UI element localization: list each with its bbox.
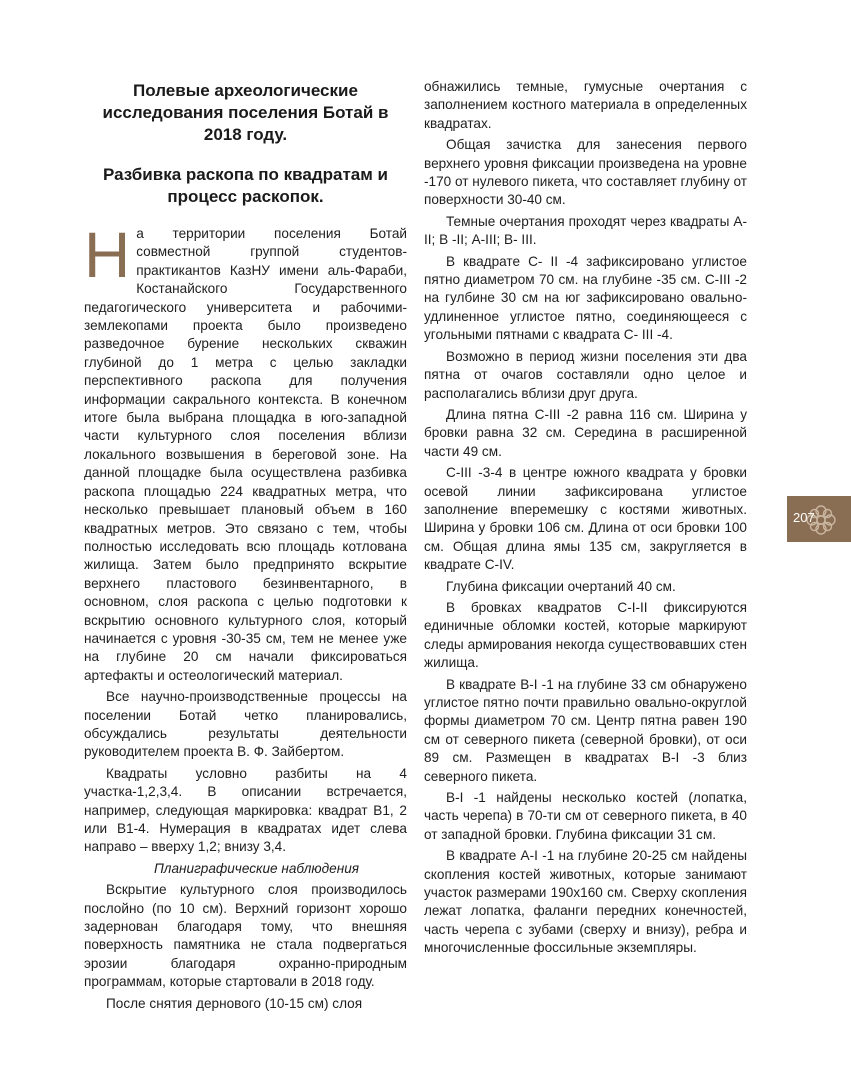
paragraph: Общая зачистка для занесения первого верхнего уровня фиксации произведена на уровне -170 от нулевого пикета, что составляет глубину от поверхности 30-40 см. — [424, 137, 747, 208]
paragraph: Темные очертания проходят через квадраты А- II; В -II; А-III; В- III. — [424, 213, 747, 248]
paragraph: С-III -3-4 в центре южного квадрата у бровки осевой линии зафиксирована углистое заполнение вперемешку с костями животных. Ширина у бровки 106 см. Длина от оси бровки 100 см. Общая длина ямы 135 см, закругляется в квадрате С-IV. — [424, 465, 747, 573]
article-title: Полевые археологические исследования поселения Ботай в 2018 году. — [102, 81, 389, 144]
paragraph: В квадрате А-I -1 на глубине 20-25 см найдены скопления костей животных, которые занимают участок размерами 190х160 см. Сверху скопления лежат лопатка, фаланги передних конечностей, часть черепа с зубами (сверху и внизу), ребра и многочисленные фоссильные экземпляры. — [424, 848, 747, 956]
drop-cap: Н — [84, 219, 131, 291]
paragraph: обнажились темные, гумусные очертания с заполнением костного материала в определенных квадратах. — [424, 79, 747, 131]
paragraph: Вскрытие культурного слоя производилось послойно (по 10 см). Верхний горизонт хорошо задернован благодаря тому, что внешняя поверхность памятника не стала подвергаться эрозии благодаря охранно-природным программам, которые стартовали в 2018 году. — [84, 882, 407, 990]
intro-paragraph — [84, 219, 407, 685]
paragraph: Глубина фиксации очертаний 40 см. — [446, 578, 676, 594]
paragraph: Возможно в период жизни поселения эти два пятна от очагов составляли одно целое и располагались вблизи друг друга. — [424, 348, 747, 401]
paragraph: Все научно-производственные процессы на поселении Ботай четко планировались, обсуждались результаты деятельности руководителем проекта В. Ф. Зайбертом. — [84, 689, 407, 760]
paragraph: В квадрате С- II -4 зафиксировано углистое пятно диаметром 70 см. на глубине -35 см. С-III -2 на гулбине 30 см на юг зафиксировано овально-удлиненное углистое пятно, соединяющееся с угольными пятнами с квадрата С- III -4. — [424, 253, 747, 343]
section-heading: Планиграфические наблюдения — [153, 860, 360, 876]
intro-text: а территории поселения Ботай совместной группой студентов-практикантов КазНУ имени аль-Фараби, Костанайского Государственного педагогического университета и рабочими-землекопами проекта было произведено разведочное бурение нескольких скважин глубиной до 1 метра с целью закладки перспективного раскопа для получения информации сакрального контекста. В конечном итоге была выбрана площадка в юго-западной части культурного слоя поселения вблизи локального возвышения в береговой зоне. На данной площадке была осуществлена разбивка раскопа площадью 224 квадратных метра, что несколько превышает плановый объем в 160 квадратных метров. Это связано с тем, чтобы полностью исследовать всю площадь котлована жилища. Затем было предпринято вскрытие верхнего пластового безинвентарного, в основном, слоя раскопа с целью подготовки к вскрытию основного культурного слоя, который начинается с уровня -30-35 см, тем не менее уже на глубине 20 см начали фиксироваться артефакты и остеологический материал. — [84, 226, 407, 683]
paragraph: Квадраты условно разбиты на 4 участка-1,2,3,4. В описании встречается, например, следующая маркировка: квадрат В1, 2 или В1-4. Нумерация в квадратах идет слева направо – вверху 1,2; внизу 3,4. — [84, 765, 407, 855]
article-subtitle: Разбивка раскопа по квадратам и процесс раскопок. — [102, 165, 389, 206]
paragraph: В бровках квадратов С-I-II фиксируются единичные обломки костей, которые маркируют следы армирования некогда существовавших стен жилища. — [424, 599, 747, 671]
page-number-tab — [787, 496, 851, 542]
right-column — [424, 78, 747, 961]
paragraph: Длина пятна С-III -2 равна 116 см. Ширина у бровки равна 32 см. Середина в расширенной части 49 см. — [424, 406, 747, 459]
left-column — [84, 78, 407, 1016]
paragraph: В квадрате В-I -1 на глубине 33 см обнаружено углистое пятно почти правильно овально-округлой формы диаметром 70 см. Центр пятна равен 190 см от северного пикета (северной бровки), от оси 89 см. Размещен в квадратах В-I -3 близ северного пикета. — [424, 676, 747, 784]
page-number: 207 — [793, 510, 815, 525]
paragraph: После снятия дернового (10-15 см) слоя — [106, 995, 363, 1011]
paragraph: В-I -1 найдены несколько костей (лопатка, часть черепа) в 70-ти см от северного пикета, в 40 от западной бровки. Глубина фиксации 31 см. — [424, 790, 747, 842]
